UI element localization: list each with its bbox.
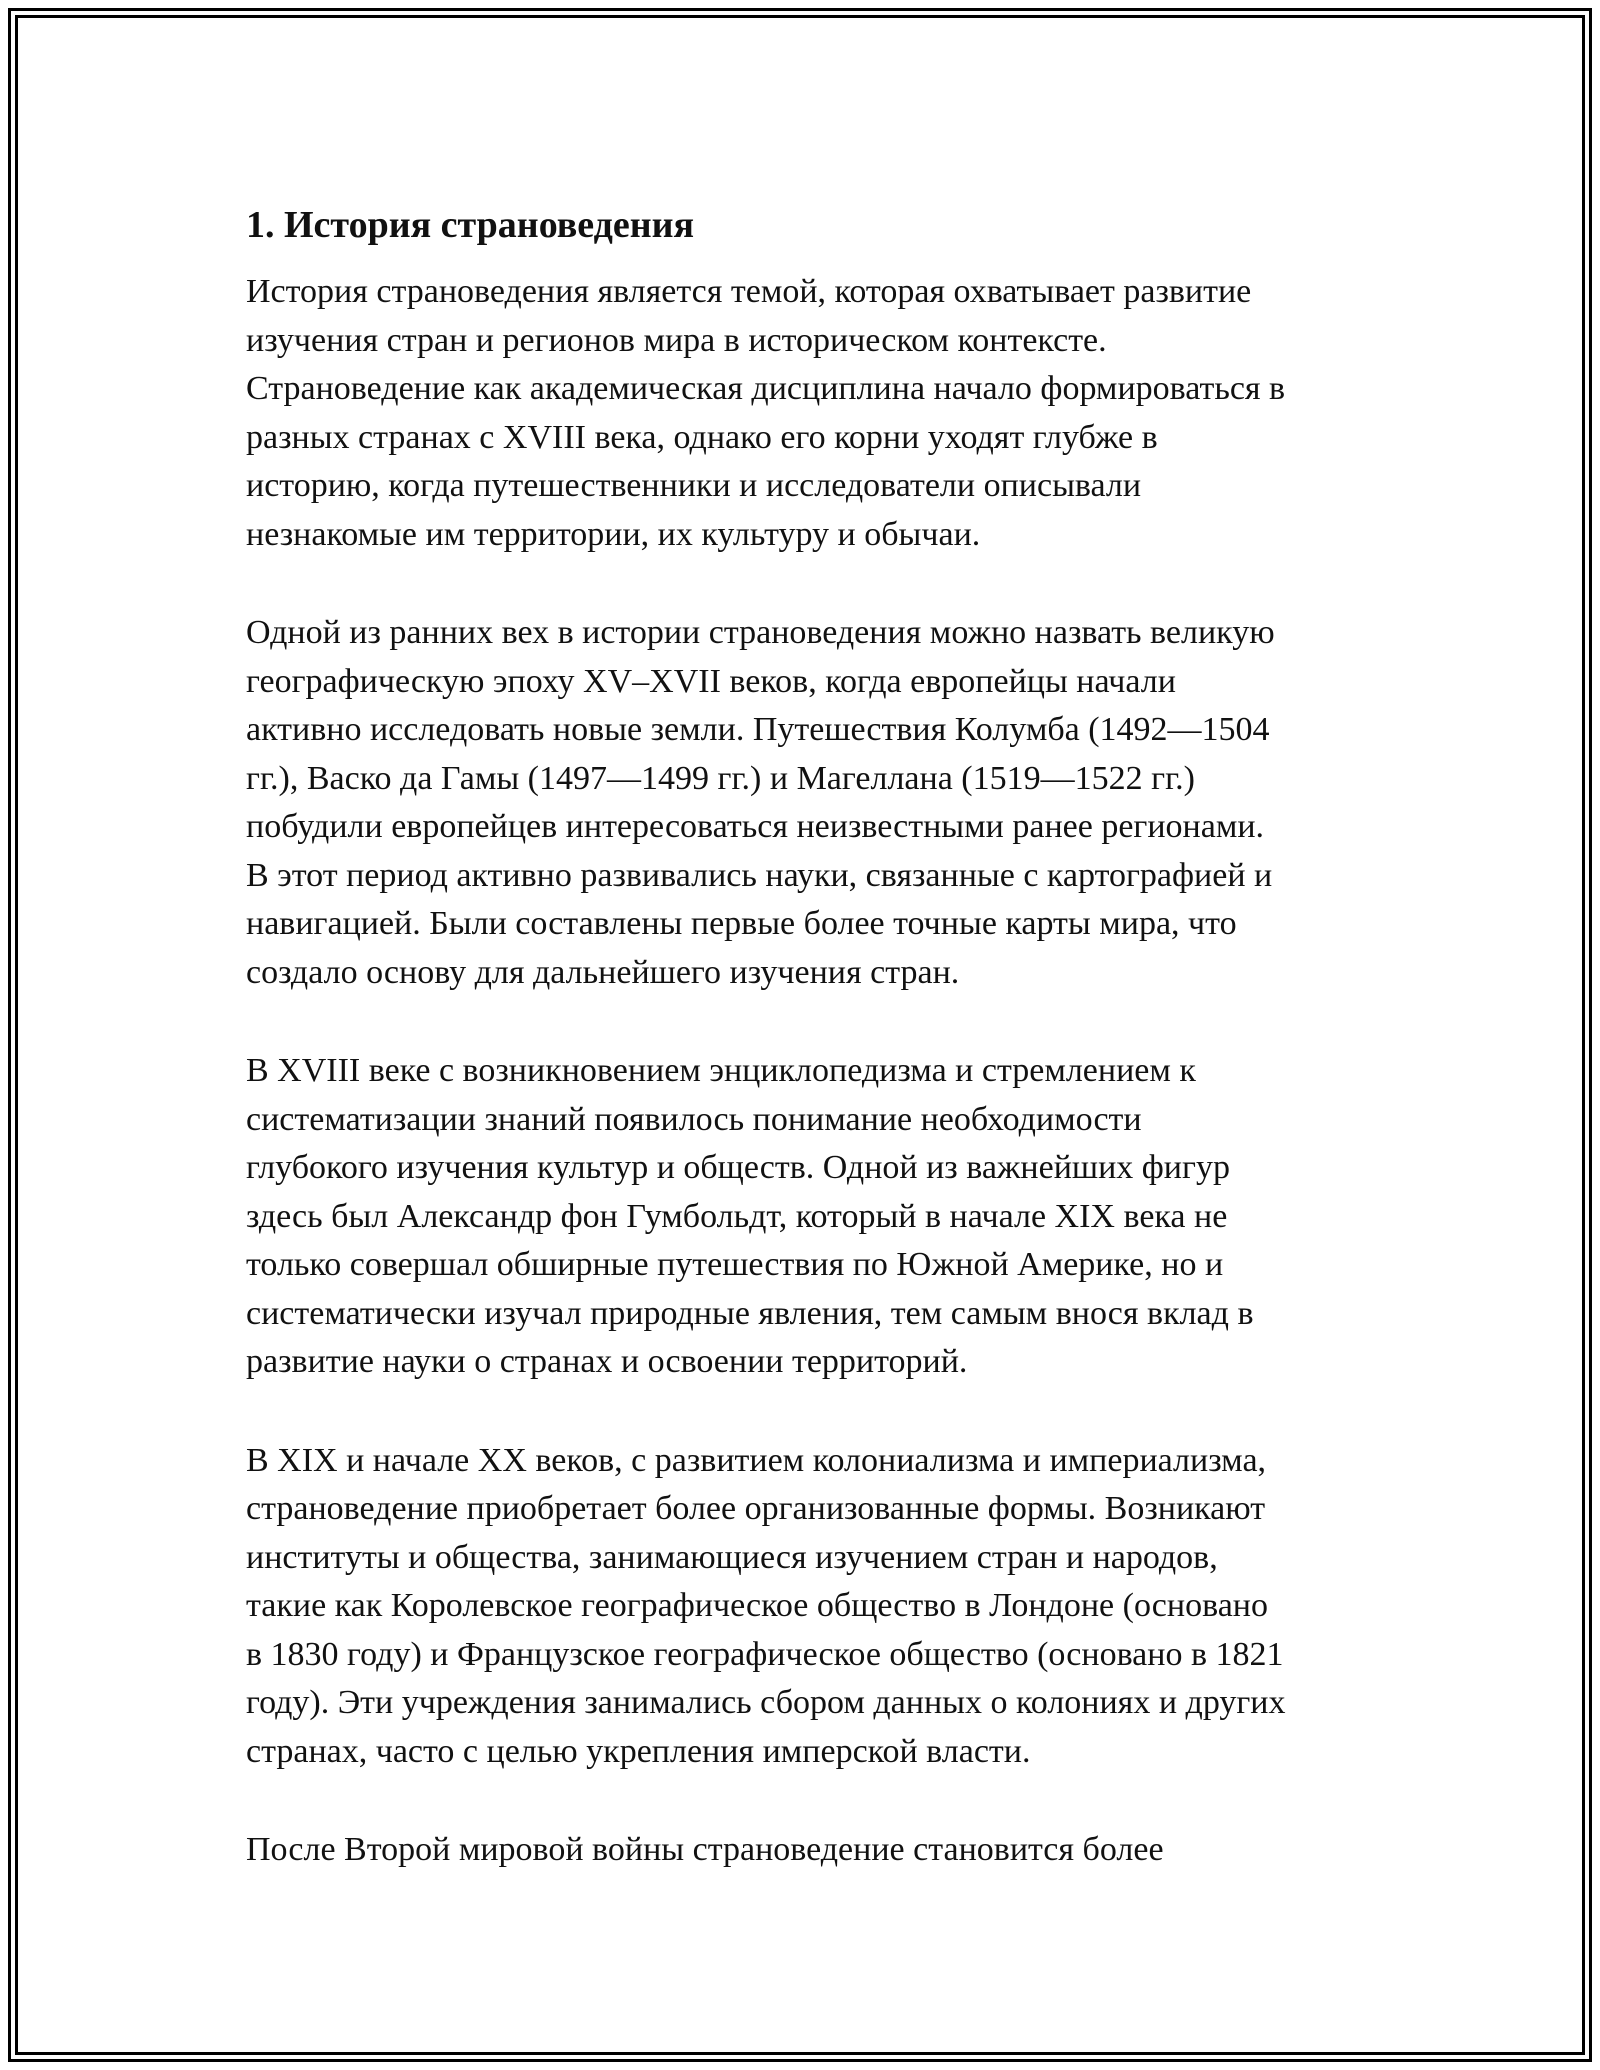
document-body <box>246 196 1426 1925</box>
text-line: В этот период активно развивались науки, связанные с картографией и <box>246 856 1273 894</box>
paragraph-3 <box>246 1047 1426 1387</box>
text-line: В XIX и начале XX веков, с развитием колониализма и империализма, <box>246 1441 1267 1479</box>
text-line: развитие науки о странах и освоении территорий. <box>246 1343 968 1380</box>
paragraph-5 <box>246 1826 1426 1875</box>
text-line: году). Эти учреждения занимались сбором данных о колониях и других <box>246 1684 1286 1721</box>
text-line: систематизации знаний появилось понимание необходимости <box>246 1100 1142 1138</box>
text-line: побудили европейцев интересоваться неизвестными ранее регионами. <box>246 808 1265 845</box>
text-line: разных странах с XVIII века, однако его корни уходят глубже в <box>246 418 1158 456</box>
text-line: создало основу для дальнейшего изучения стран. <box>246 953 960 991</box>
text-line: географическую эпоху XV–XVII веков, когда европейцы начали <box>246 662 1176 700</box>
paragraph-4 <box>246 1437 1426 1777</box>
section-heading: 1. История страноведения <box>246 204 695 246</box>
text-line: гг.), Васко да Гамы (1497—1499 гг.) и Магеллана (1519—1522 гг.) <box>246 759 1195 797</box>
text-line: изучения стран и регионов мира в историческом контексте. <box>246 321 1107 359</box>
text-line: историю, когда путешественники и исследователи описывали <box>246 467 1142 504</box>
text-line: В XVIII веке с возникновением энциклопедизма и стремлением к <box>246 1052 1196 1089</box>
text-line: здесь был Александр фон Гумбольдт, который в начале XIX века не <box>246 1197 1228 1235</box>
text-line: активно исследовать новые земли. Путешествия Колумба (1492—1504 <box>246 711 1270 748</box>
text-line: такие как Королевское географическое общество в Лондоне (основано <box>246 1587 1268 1624</box>
text-line: Страноведение как академическая дисциплина начало формироваться в <box>246 370 1286 407</box>
page-frame <box>8 8 1592 2062</box>
text-line: страноведение приобретает более организованные формы. Возникают <box>246 1490 1266 1527</box>
paragraph-2 <box>246 609 1426 997</box>
paragraph-1 <box>246 268 1426 559</box>
text-line: институты и общества, занимающиеся изучением стран и народов, <box>246 1538 1218 1576</box>
text-line: только совершал обширные путешествия по Южной Америке, но и <box>246 1246 1224 1283</box>
text-line: После Второй мировой войны страноведение становится более <box>246 1831 1164 1868</box>
text-line: История страноведения является темой, которая охватывает развитие <box>246 273 1252 310</box>
text-line: Одной из ранних вех в истории страноведения можно назвать великую <box>246 614 1275 651</box>
text-line: навигацией. Были составлены первые более точные карты мира, что <box>246 905 1237 942</box>
text-line: странах, часто с целью укрепления имперской власти. <box>246 1732 1031 1770</box>
text-line: глубокого изучения культур и обществ. Одной из важнейших фигур <box>246 1149 1230 1186</box>
text-line: незнакомые им территории, их культуру и обычаи. <box>246 515 981 553</box>
text-line: систематически изучал природные явления, тем самым внося вклад в <box>246 1294 1254 1332</box>
text-line: в 1830 году) и Французское географическое общество (основано в 1821 <box>246 1635 1284 1673</box>
